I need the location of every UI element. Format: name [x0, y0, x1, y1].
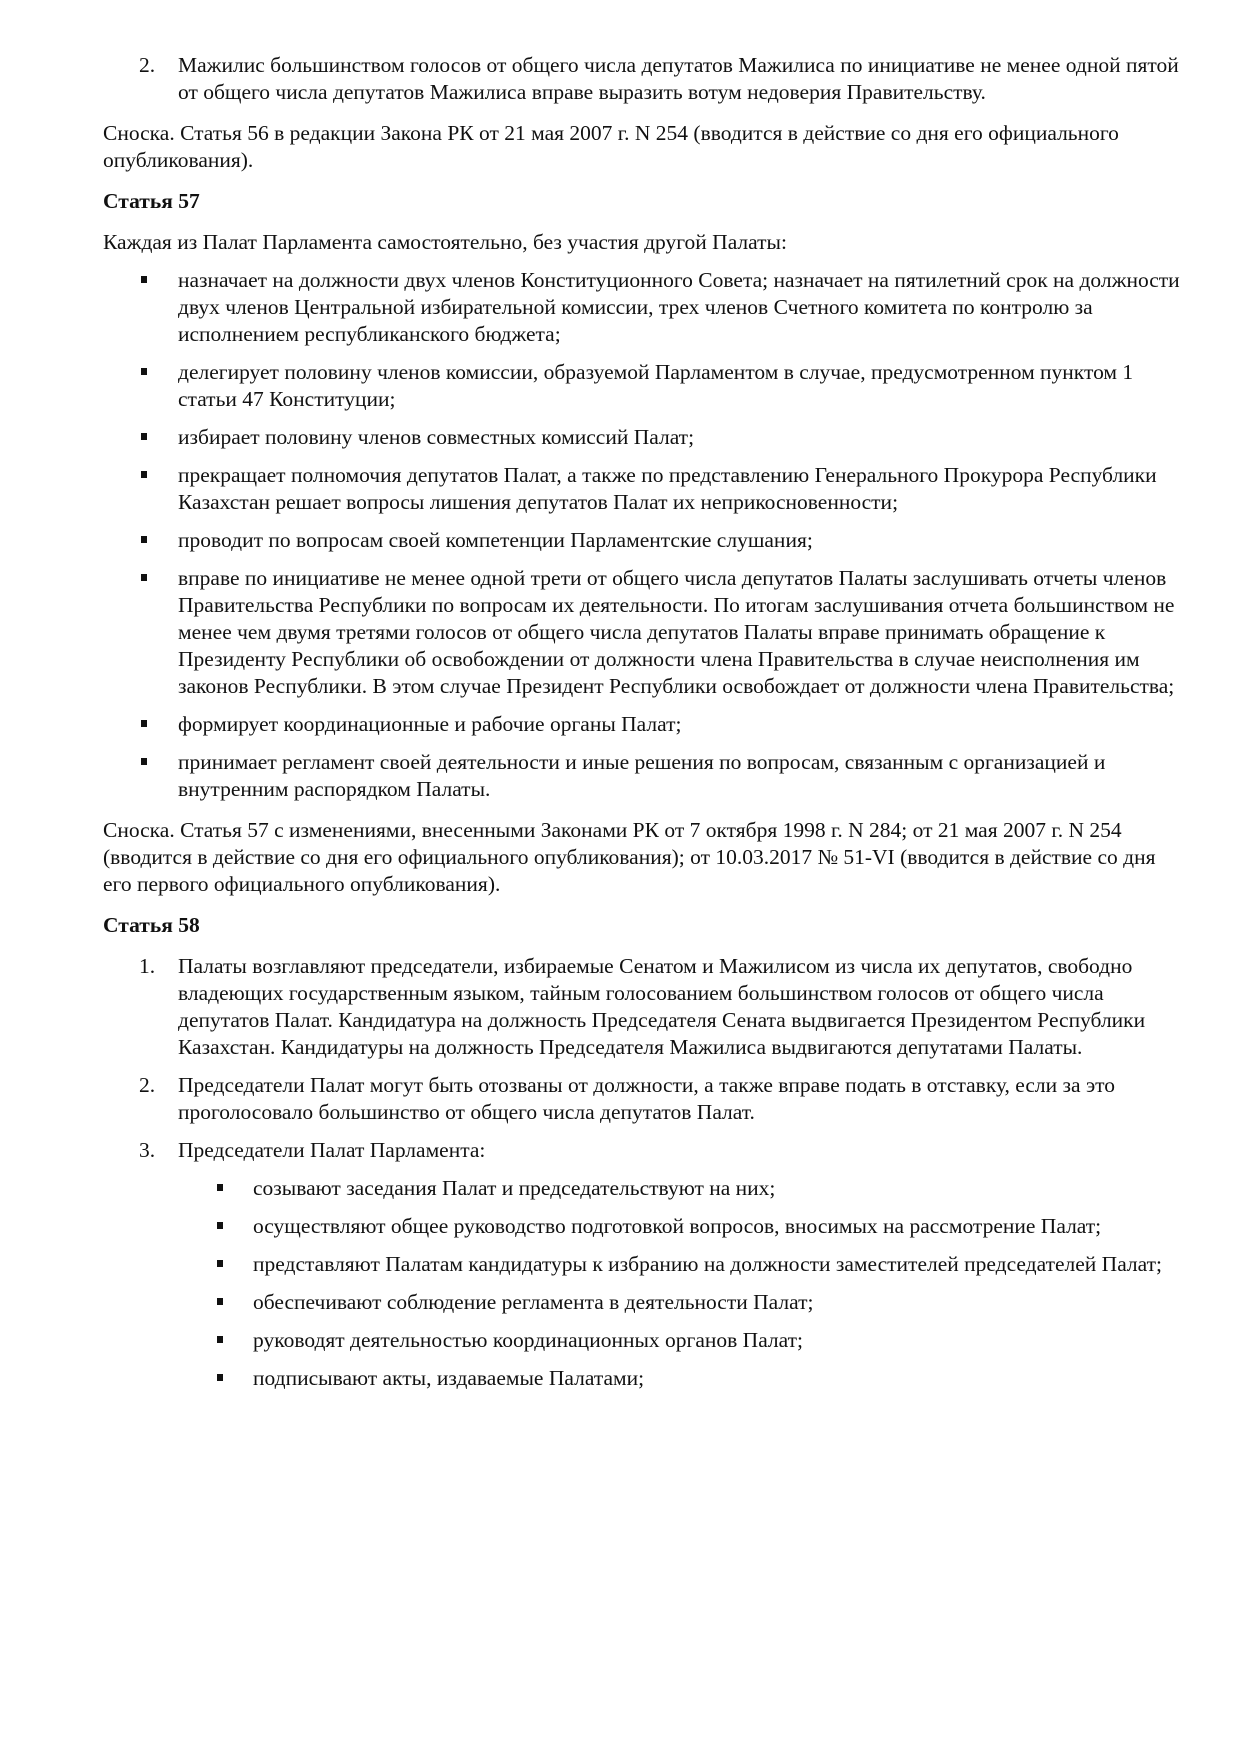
article-56-list [103, 52, 1183, 106]
list-item [103, 1213, 1183, 1240]
bullet-icon [141, 574, 147, 581]
article-57-intro: Каждая из Палат Парламента самостоятельно, без участия другой Палаты: [103, 230, 787, 254]
list-item [103, 1137, 1183, 1164]
article-57-list [103, 267, 1183, 803]
bullet-icon [141, 720, 147, 727]
item-text: принимает регламент своей деятельности и иные решения по вопросам, связанным с организацией и внутренним распорядком Палаты. [178, 750, 1106, 801]
bullet-icon [141, 758, 147, 765]
bullet-icon [141, 276, 147, 283]
item-text: обеспечивают соблюдение регламента в деятельности Палат; [253, 1290, 814, 1314]
bullet-icon [141, 536, 147, 543]
list-item [103, 1289, 1183, 1316]
article-58-sublist [103, 1175, 1183, 1392]
document-page [103, 52, 1183, 1392]
list-item [103, 1175, 1183, 1202]
bullet-icon [217, 1260, 223, 1267]
item-text: назначает на должности двух членов Конституционного Совета; назначает на пятилетний срок на должности двух членов Центральной избирательной комиссии, трех членов Счетного комитета по контролю за исполнением республиканского бюджета; [178, 268, 1180, 346]
item-text: Председатели Палат могут быть отозваны от должности, а также вправе подать в отставку, если за это проголосовало большинство от общего числа депутатов Палат. [178, 1073, 1116, 1124]
list-item [103, 1365, 1183, 1392]
list-item [103, 953, 1183, 1061]
list-item [103, 462, 1183, 516]
item-text: избирает половину членов совместных комиссий Палат; [178, 425, 695, 449]
list-item [103, 1251, 1183, 1278]
item-number: 2. [139, 1073, 156, 1097]
footnote-article-56: Сноска. Статья 56 в редакции Закона РК от 21 мая 2007 г. N 254 (вводится в действие со дня его официального опубликования). [103, 121, 1119, 172]
bullet-icon [141, 433, 147, 440]
item-text: осуществляют общее руководство подготовкой вопросов, вносимых на рассмотрение Палат; [253, 1214, 1102, 1238]
bullet-icon [217, 1298, 223, 1305]
article-58-list [103, 953, 1183, 1164]
item-text: проводит по вопросам своей компетенции Парламентские слушания; [178, 528, 813, 552]
item-text: руководят деятельностью координационных органов Палат; [253, 1328, 804, 1352]
bullet-icon [217, 1336, 223, 1343]
list-item [103, 1072, 1183, 1126]
item-number: 3. [139, 1138, 156, 1162]
article-58-title: Статья 58 [103, 913, 200, 937]
list-item [103, 749, 1183, 803]
bullet-icon [141, 368, 147, 375]
item-text: созывают заседания Палат и председательствуют на них; [253, 1176, 776, 1200]
item-text: подписывают акты, издаваемые Палатами; [253, 1366, 645, 1390]
list-item [103, 52, 1183, 106]
item-text: вправе по инициативе не менее одной трети от общего числа депутатов Палаты заслушивать отчеты членов Правительства Республики по вопросам их деятельности. По итогам заслушивания отчета большинством не менее чем двумя третями голосов от общего числа депутатов Палаты вправе принимать обращение к Президенту Республики об освобождении от должности члена Правительства в случае неисполнения им законов Республики. В этом случае Президент Республики освобождает от должности члена Правительства; [178, 566, 1175, 698]
bullet-icon [141, 471, 147, 478]
list-item [103, 359, 1183, 413]
list-item [103, 267, 1183, 348]
item-text: Мажилис большинством голосов от общего числа депутатов Мажилиса по инициативе не менее одной пятой от общего числа депутатов Мажилиса вправе выразить вотум недоверия Правительству. [178, 53, 1179, 104]
list-item [103, 711, 1183, 738]
article-57-title: Статья 57 [103, 189, 200, 213]
bullet-icon [217, 1184, 223, 1191]
item-number: 2. [139, 53, 156, 77]
item-text: Палаты возглавляют председатели, избираемые Сенатом и Мажилисом из числа их депутатов, свободно владеющих государственным языком, тайным голосованием большинством голосов от общего числа депутатов Палат. Кандидатура на должность Председателя Сената выдвигается Президентом Республики Казахстан. Кандидатуры на должность Председателя Мажилиса выдвигаются депутатами Палаты. [178, 954, 1146, 1059]
list-item [103, 527, 1183, 554]
bullet-icon [217, 1374, 223, 1381]
list-item [103, 1327, 1183, 1354]
item-text: делегирует половину членов комиссии, образуемой Парламентом в случае, предусмотренном пунктом 1 статьи 47 Конституции; [178, 360, 1134, 411]
item-text: прекращает полномочия депутатов Палат, а также по представлению Генерального Прокурора Республики Казахстан решает вопросы лишения депутатов Палат их неприкосновенности; [178, 463, 1157, 514]
list-item [103, 565, 1183, 700]
item-text: Председатели Палат Парламента: [178, 1138, 486, 1162]
item-text: представляют Палатам кандидатуры к избранию на должности заместителей председателей Палат; [253, 1252, 1163, 1276]
item-text: формирует координационные и рабочие органы Палат; [178, 712, 682, 736]
bullet-icon [217, 1222, 223, 1229]
footnote-article-57: Сноска. Статья 57 с изменениями, внесенными Законами РК от 7 октября 1998 г. N 284; от 21 мая 2007 г. N 254 (вводится в действие со дня его официального опубликования); от 10.03.2017 № 51-VI (вводится в действие со дня его первого официального опубликования). [103, 818, 1156, 896]
list-item [103, 424, 1183, 451]
item-number: 1. [139, 954, 156, 978]
